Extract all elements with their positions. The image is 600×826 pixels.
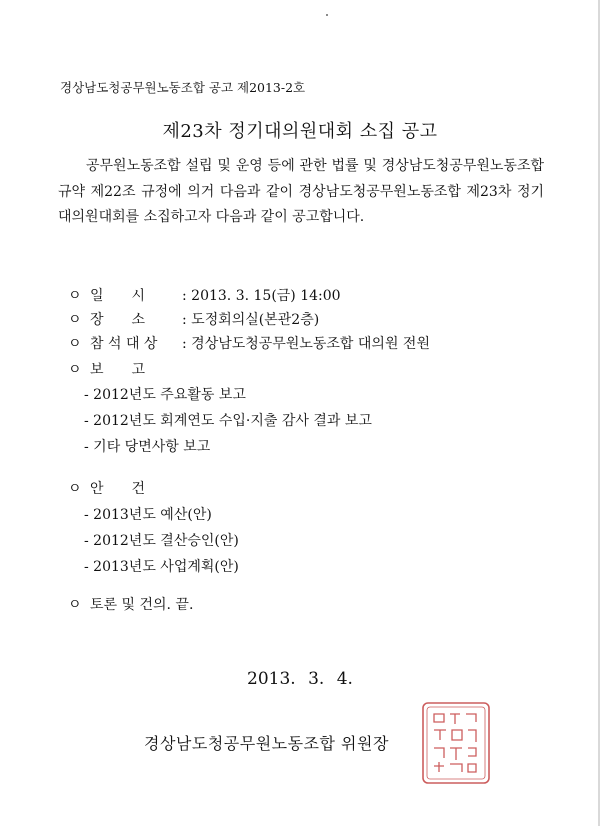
item-label: 장 소 — [90, 312, 146, 328]
bullet-icon: ㅇ — [68, 312, 82, 328]
scan-speck — [326, 14, 328, 16]
item-value: : 2013. 3. 15(금) 14:00 — [182, 288, 341, 304]
bullet-icon: ㅇ — [68, 336, 82, 352]
item-attendees — [68, 333, 430, 353]
report-sub-2: - 2012년도 회계연도 수입·지출 감사 결과 보고 — [84, 413, 372, 429]
official-seal-icon — [420, 700, 492, 786]
bullet-icon: ㅇ — [68, 288, 82, 304]
item-agenda — [68, 478, 145, 498]
agenda-sub-3: - 2013년도 사업계획(안) — [84, 559, 239, 575]
item-value: : 경상남도청공무원노동조합 대의원 전원 — [182, 336, 430, 352]
document-title: 제23차 정기대의원대회 소집 공고 — [162, 121, 438, 142]
item-value: : 도정회의실(본관2층) — [182, 312, 320, 328]
document-number: 경상남도청공무원노동조합 공고 제2013-2호 — [60, 80, 306, 95]
closing-text: 토론 및 건의. 끝. — [90, 597, 194, 613]
item-datetime — [68, 285, 341, 305]
item-label: 보 고 — [90, 362, 146, 378]
item-label: 참 석 대 상 — [90, 336, 158, 352]
item-label: 일 시 — [90, 288, 146, 304]
bullet-icon: ㅇ — [68, 481, 82, 497]
intro-text: 공무원노동조합 설립 및 운영 등에 관한 법률 및 경상남도청공무원노동조합 규약 제22조 규정에 의거 다음과 같이 경상남도청공무원노동조합 제23차 정기대의원대회를 소집하고자 다음과 같이 공고합니다. — [58, 158, 544, 225]
bullet-icon: ㅇ — [68, 362, 82, 378]
item-place — [68, 309, 319, 329]
intro-paragraph — [58, 154, 544, 231]
issuer-name: 경상남도청공무원노동조합 위원장 — [144, 734, 389, 753]
item-label: 안 건 — [90, 481, 146, 497]
document-date: 2013. 3. 4. — [247, 669, 353, 689]
bullet-icon: ㅇ — [68, 597, 82, 613]
closing-line — [68, 594, 193, 614]
report-sub-1: - 2012년도 주요활동 보고 — [84, 387, 246, 403]
agenda-sub-2: - 2012년도 결산승인(안) — [84, 533, 239, 549]
agenda-sub-1: - 2013년도 예산(안) — [84, 507, 212, 523]
item-report — [68, 359, 145, 379]
report-sub-3: - 기타 당면사항 보고 — [84, 439, 211, 455]
